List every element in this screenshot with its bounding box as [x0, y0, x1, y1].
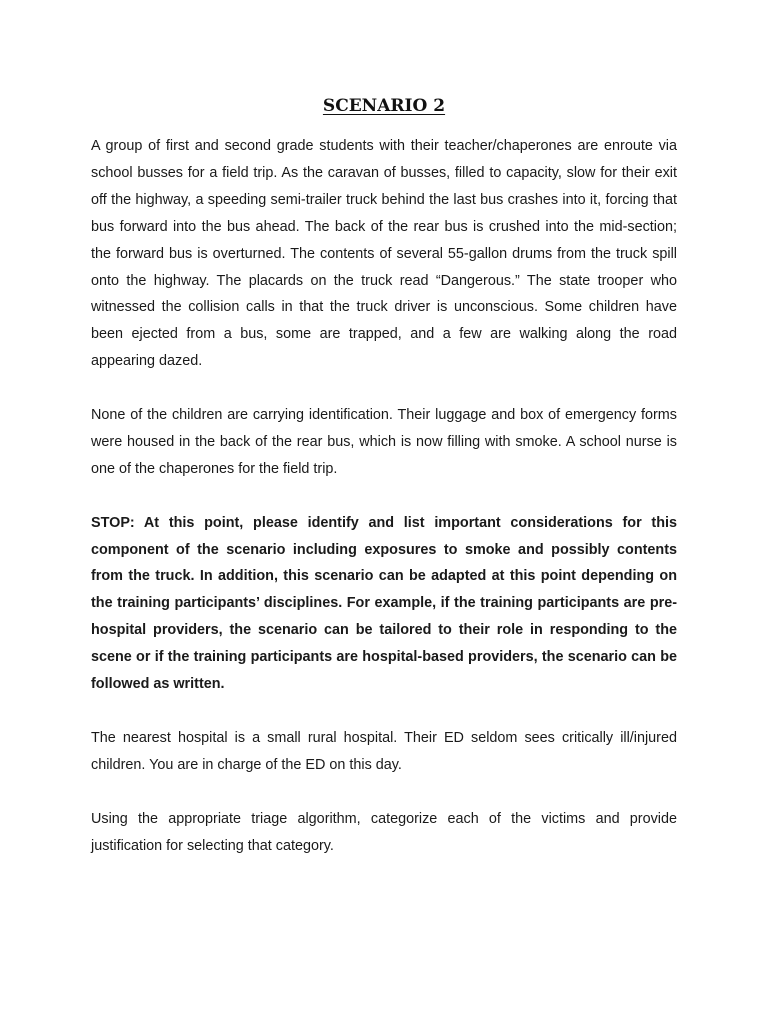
paragraph-nearest-hospital: The nearest hospital is a small rural hospital. Their ED seldom sees critically ill/injured children. You are in charge of the ED on this day. — [91, 729, 677, 773]
paragraph-stop-instructions: STOP: At this point, please identify and list important considerations for this component of the scenario including exposures to smoke and possibly contents from the truck. In addition, this scenario can be adapted at this point depending on the training participants’ disciplines. For example, if the training participants are pre-hospital providers, the scenario can be tailored to their role in responding to the scene or if the training participants are hospital-based providers, the scenario can be followed as written. — [91, 514, 677, 693]
paragraph-incident-description: A group of first and second grade students with their teacher/chaperones are enroute via school busses for a field trip. As the caravan of busses, filled to capacity, slow for their exit off the highway, a speeding semi-trailer truck behind the last bus crashes into it, forcing that bus forward into the bus ahead. The back of the rear bus is crushed into the mid-section; the forward bus is overturned. The contents of several 55-gallon drums from the truck spill onto the highway. The placards on the truck read “Dangerous.” The state trooper who witnessed the collision calls in that the truck driver is unconscious. Some children have been ejected from a bus, some are trapped, and a few are walking along the road appearing dazed. — [91, 138, 677, 370]
paragraph-identification: None of the children are carrying identification. Their luggage and box of emergency forms were housed in the back of the rear bus, which is now filling with smoke. A school nurse is one of the chaperones for the field trip. — [91, 407, 677, 477]
paragraph-triage-task: Using the appropriate triage algorithm, categorize each of the victims and provide justification for selecting that category. — [91, 810, 677, 854]
document-title: SCENARIO 2 — [322, 96, 446, 116]
